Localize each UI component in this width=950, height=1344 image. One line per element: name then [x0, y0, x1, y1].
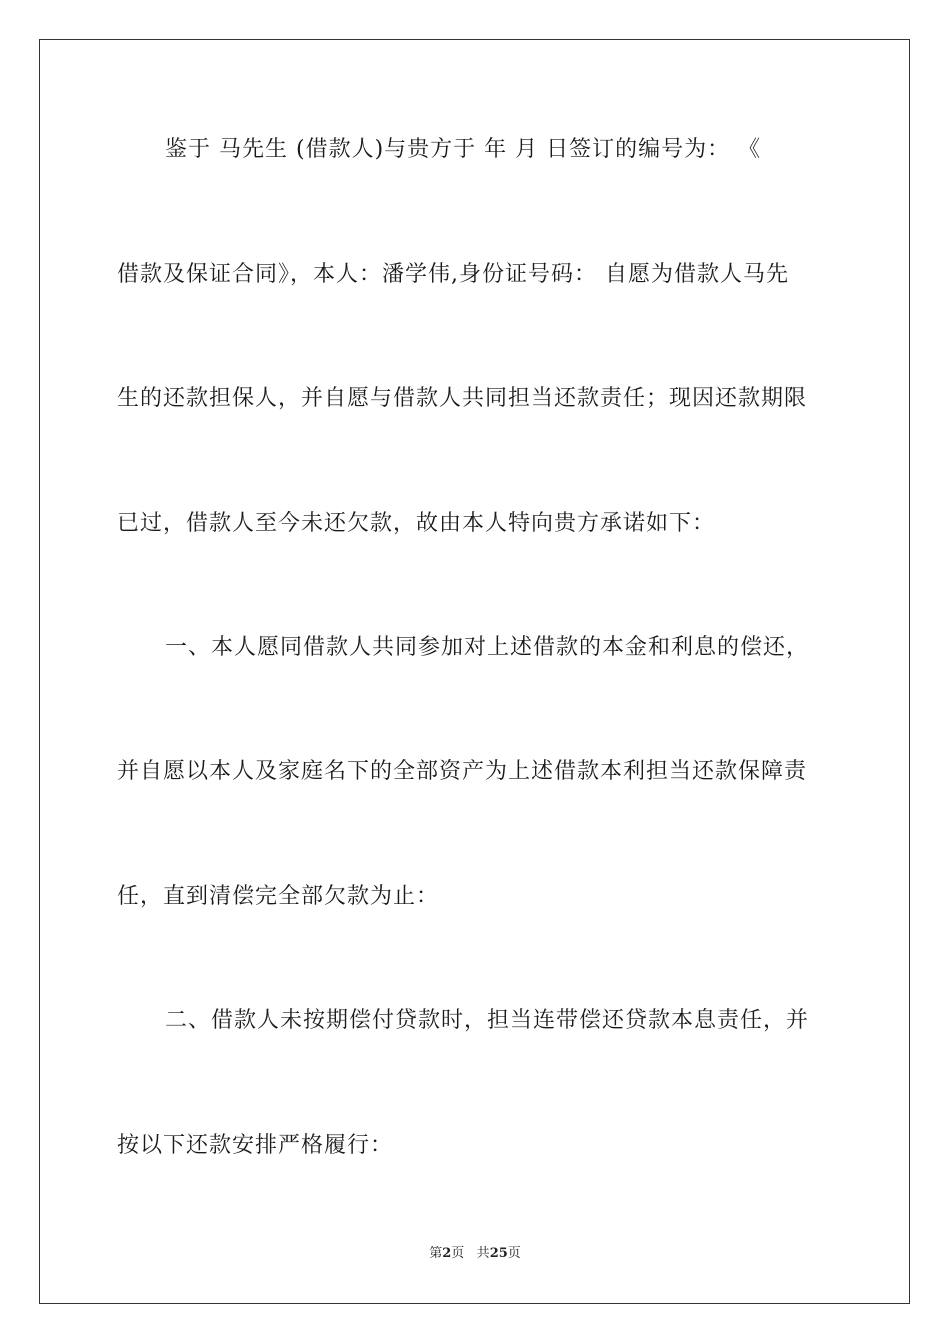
- total-prefix: 共: [476, 1246, 490, 1261]
- paragraph-1-line-1: 鉴于 马先生 (借款人)与贵方于 年 月 日签订的编号为： 《: [165, 137, 762, 162]
- total-suffix: 页: [507, 1246, 521, 1261]
- paragraph-1-line-4: 已过，借款人至今未还欠款，故由本人特向贵方承诺如下：: [117, 511, 716, 536]
- page-number: 2: [442, 1246, 452, 1261]
- page-footer: [0, 1245, 950, 1263]
- paragraph-1-line-3: 生的还款担保人，并自愿与借款人共同担当还款责任；现因还款期限: [117, 386, 808, 411]
- paragraph-1-line-2: 借款及保证合同》，本人：潘学伟,身份证号码： 自愿为借款人马先: [117, 262, 789, 287]
- total-pages: 25: [489, 1246, 508, 1261]
- page-border: [39, 39, 910, 1304]
- paragraph-2-line-3: 任，直到清偿完全部欠款为止：: [117, 884, 440, 909]
- paragraph-3-line-1: 二、借款人未按期偿付贷款时，担当连带偿还贷款本息责任，并: [165, 1008, 810, 1033]
- page-suffix: 页: [451, 1246, 465, 1261]
- paragraph-2-line-2: 并自愿以本人及家庭名下的全部资产为上述借款本利担当还款保障责: [117, 759, 808, 784]
- paragraph-3-line-2: 按以下还款安排严格履行：: [117, 1133, 394, 1158]
- paragraph-2-line-1: 一、本人愿同借款人共同参加对上述借款的本金和利息的偿还，: [165, 635, 810, 660]
- page-prefix: 第: [429, 1246, 443, 1261]
